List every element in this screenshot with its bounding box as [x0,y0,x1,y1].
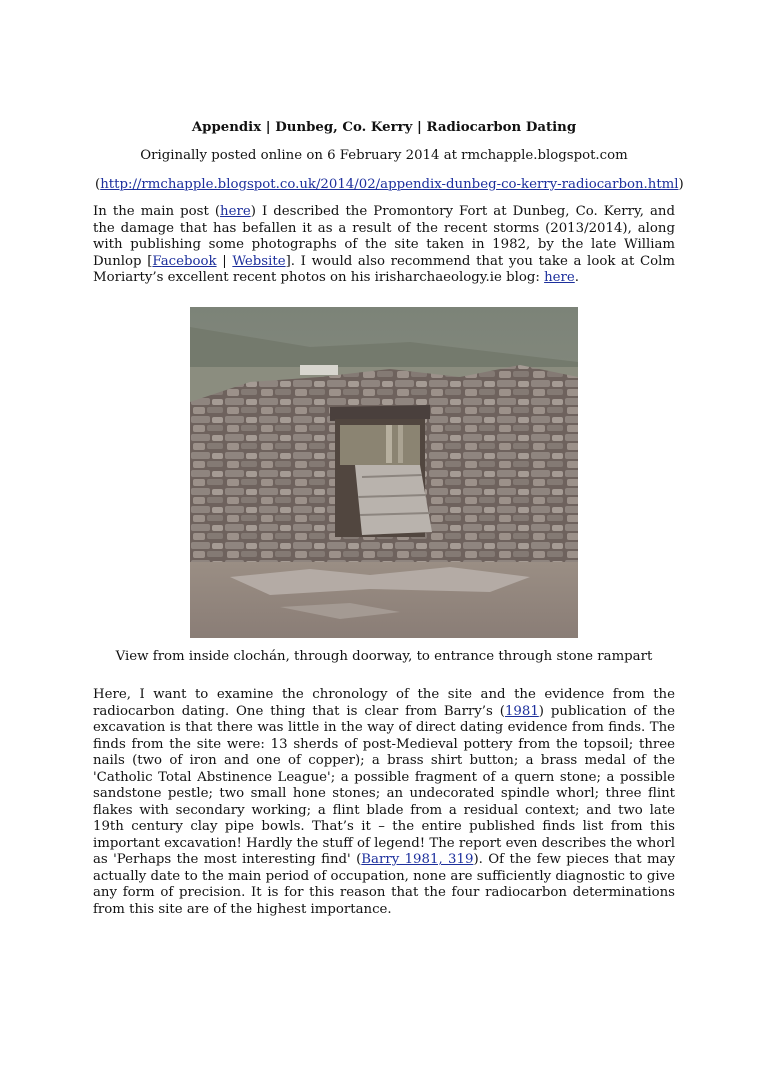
intro-text-3: ]. I would also recommend that you take a look at Colm Moriarty’s excellent recent photos on his irisharchaeology.ie blog: [93,253,675,285]
intro-text-1: In the main post ( [93,204,221,219]
posted-line: Originally posted online on 6 February 2014 at rmchapple.blogspot.com [140,148,628,163]
source-url-line [95,177,684,192]
here-link[interactable]: here [220,204,251,219]
barry-1981-link[interactable]: 1981 [504,703,539,719]
barry-1981-319-link[interactable]: Barry 1981, 319 [361,852,474,867]
page-title: Appendix | Dunbeg, Co. Kerry | Radiocarbon Dating [191,120,577,135]
intro-text-2: ) I described the Promontory Fort at Dunbeg, Co. Kerry, and the damage that has befallen it as a result of the recent storms (2013/2014), along with publishing some photographs of the site taken in 1982, by the late William Dunlop [ [93,204,675,269]
intro-paragraph [93,204,675,287]
photo-caption: View from inside clochán, through doorway, to entrance through stone rampart [115,649,653,664]
here-link-2[interactable]: here [544,270,575,285]
body-text-1: Here, I want to examine the chronology of the site and the evidence from the radiocarbon dating. One thing that is clear from Barry’s ( [93,687,675,719]
source-url-link[interactable]: http://rmchapple.blogspot.co.uk/2014/02/appendix-dunbeg-co-kerry-radiocarbon.html [100,177,679,192]
website-link[interactable]: Website [232,253,286,269]
link-separator: | [216,253,233,269]
body-paragraph [93,687,675,918]
body-text-3: ). Of the few pieces that may actually date to the main period of occupation, none are sufficiently diagnostic to give any form of precision. It is for this reason that the four radiocarbon determinations from this site are of the highest importance. [93,852,676,917]
facebook-link[interactable]: Facebook [152,253,217,269]
url-open-paren: ( [95,177,101,192]
url-close-paren: ) [678,177,684,192]
body-text-2: ) publication of the excavation is that there was little in the way of direct dating evidence from finds. The finds from the site were: 13 sherds of post-Medieval pottery from the topsoil; three nails (two of iron and one of copper); a brass shirt button; a brass medal of the 'Catholic Total Abstinence League'; a possible fragment of a quern stone; a possible sandstone pestle; two small hone stones; an undecorated spindle whorl; three flint flakes with secondary working; a flint blade from a residual context; and two late 19th century clay pipe bowls. That’s it – the entire published finds list from this important excavation! Hardly the stuff of legend! The report even describes the whorl as 'Perhaps the most interesting find' ( [93,703,675,867]
intro-text-4: . [574,270,579,285]
doorway-photo [190,307,578,638]
